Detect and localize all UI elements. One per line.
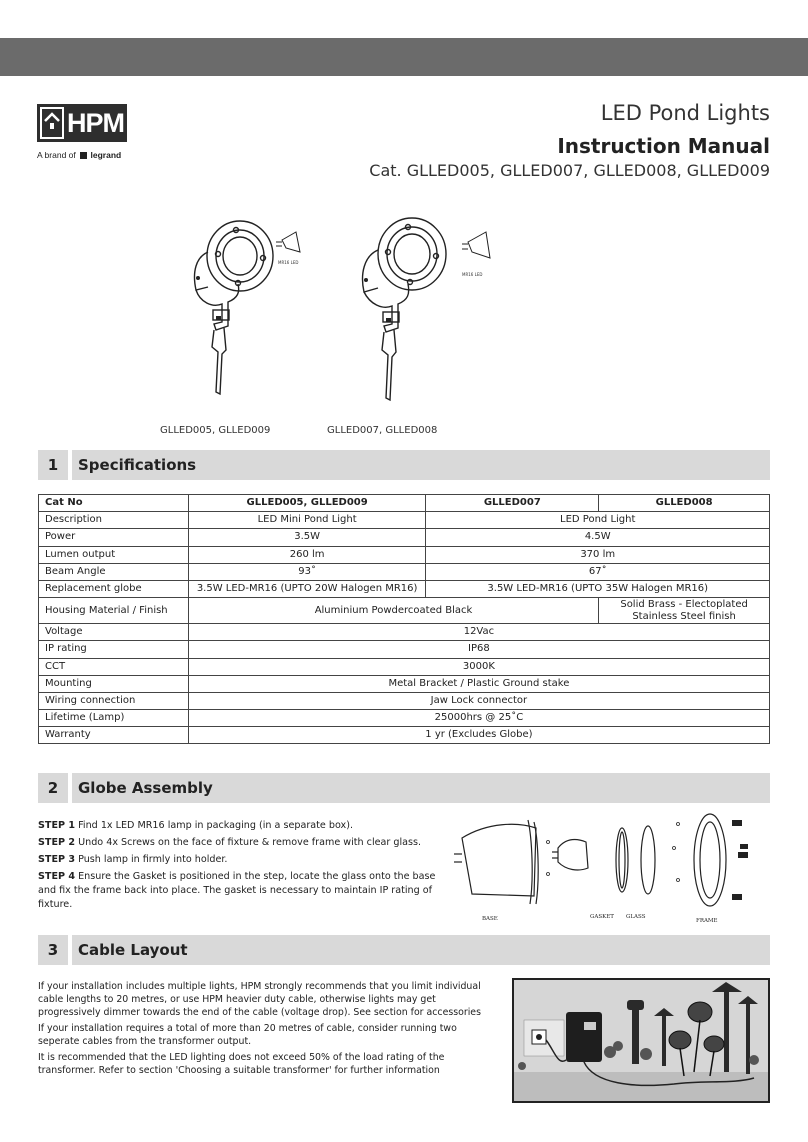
specifications-table: [38, 494, 770, 744]
table-header-cell: Cat No: [39, 495, 189, 512]
table-cell: LED Pond Light: [426, 512, 770, 529]
table-header-row: [39, 495, 770, 512]
step-2: [38, 834, 438, 851]
brand-of-text: A brand of: [37, 150, 76, 160]
table-cell: 93˚: [188, 563, 426, 580]
table-row: [39, 692, 770, 709]
table-header-cell: GLLED008: [599, 495, 770, 512]
table-cell: 3.5W LED-MR16 (UPTO 20W Halogen MR16): [188, 580, 426, 597]
table-header-cell: GLLED005, GLLED009: [188, 495, 426, 512]
cable-paragraph: If your installation requires a total of more than 20 metres of cable, consider running two seperate cables from the transformer output.: [38, 1023, 457, 1047]
housing-finish-line2: Stainless Steel finish: [632, 610, 736, 622]
diagram-label-glass: GLASS: [626, 914, 646, 920]
exploded-assembly-diagram: [448, 808, 770, 926]
house-icon: [37, 104, 67, 142]
table-cell: Jaw Lock connector: [188, 692, 769, 709]
step-label: STEP 4: [38, 871, 76, 882]
table-row: [39, 580, 770, 597]
section-number: 1: [47, 456, 59, 474]
section-divider: [68, 773, 72, 803]
table-row: [39, 546, 770, 563]
diagram-label-gasket: GASKET: [590, 914, 614, 920]
lamp-label-left: MR16 LED: [278, 260, 299, 265]
table-row: [39, 529, 770, 546]
figure-caption-left: GLLED005, GLLED009: [160, 425, 271, 436]
logo-text: HPM: [67, 108, 124, 138]
table-row: [39, 727, 770, 744]
table-cell: Warranty: [39, 727, 189, 744]
step-text: Ensure the Gasket is positioned in the step, locate the glass onto the base and fix the frame back into place. The gasket is necessary to maintain IP rating of fixture.: [38, 871, 436, 910]
table-cell: Voltage: [39, 624, 189, 641]
table-cell: 67˚: [426, 563, 770, 580]
pond-light-illustration: [350, 212, 500, 412]
section-title: Specifications: [78, 456, 197, 474]
table-cell: 3000K: [188, 658, 769, 675]
step-text: Push lamp in firmly into holder.: [75, 854, 228, 865]
lamp-label-right: MR16 LED: [462, 272, 483, 277]
brand-of-line: [37, 150, 121, 160]
page-title: LED Pond Lights: [600, 101, 770, 125]
step-3: [38, 851, 438, 868]
section-divider: [68, 450, 72, 480]
table-cell: Housing Material / Finish: [39, 598, 189, 624]
table-row: [39, 563, 770, 580]
cable-paragraph: If your installation includes multiple lights, HPM strongly recommends that you limit individual cable lengths to 20 metres, or use HPM heavier duty cable, otherwise lights may get progressively dimmer towards the end of the cable (voltage drop). See section for accessories: [38, 981, 481, 1018]
legrand-mark-icon: [80, 152, 87, 159]
section-header-specifications: [38, 450, 770, 480]
table-cell: Replacement globe: [39, 580, 189, 597]
section-title: Globe Assembly: [78, 779, 213, 797]
hpm-logo: [37, 104, 129, 144]
table-cell: 260 lm: [188, 546, 426, 563]
step-1: [38, 817, 438, 834]
table-cell: IP68: [188, 641, 769, 658]
globe-assembly-steps: [38, 817, 438, 912]
table-cell: 3.5W LED-MR16 (UPTO 35W Halogen MR16): [426, 580, 770, 597]
table-cell: Description: [39, 512, 189, 529]
section-number: 2: [47, 779, 59, 797]
table-row: [39, 598, 770, 624]
section-header-cable-layout: [38, 935, 770, 965]
cable-paragraph: It is recommended that the LED lighting does not exceed 50% of the load rating of the transformer. Refer to section 'Choosing a suitable transformer' for further information: [38, 1052, 445, 1076]
diagram-label-frame: FRAME: [696, 918, 718, 924]
table-cell: Mounting: [39, 675, 189, 692]
table-cell: Metal Bracket / Plastic Ground stake: [188, 675, 769, 692]
section-number: 3: [47, 941, 59, 959]
table-cell: Power: [39, 529, 189, 546]
table-row: [39, 675, 770, 692]
catalog-numbers: Cat. GLLED005, GLLED007, GLLED008, GLLED009: [369, 161, 770, 180]
table-row: [39, 624, 770, 641]
housing-finish-line1: Solid Brass - Electoplated: [620, 598, 748, 610]
table-cell: Wiring connection: [39, 692, 189, 709]
table-header-cell: GLLED007: [426, 495, 599, 512]
cable-layout-text: [38, 980, 494, 1080]
table-row: [39, 710, 770, 727]
table-cell: Lumen output: [39, 546, 189, 563]
step-4: [38, 870, 438, 912]
table-cell: LED Mini Pond Light: [188, 512, 426, 529]
table-cell: Aluminium Powdercoated Black: [188, 598, 598, 624]
table-cell: Lifetime (Lamp): [39, 710, 189, 727]
step-label: STEP 3: [38, 854, 76, 865]
table-cell: 3.5W: [188, 529, 426, 546]
table-cell: 12Vac: [188, 624, 769, 641]
table-cell: 1 yr (Excludes Globe): [188, 727, 769, 744]
figure-caption-right: GLLED007, GLLED008: [327, 425, 438, 436]
table-cell: 4.5W: [426, 529, 770, 546]
table-cell: Beam Angle: [39, 563, 189, 580]
diagram-label-base: BASE: [482, 916, 498, 922]
table-row: [39, 658, 770, 675]
table-cell: [599, 598, 770, 624]
top-banner-bar: [0, 38, 808, 76]
table-row: [39, 512, 770, 529]
section-header-globe-assembly: [38, 773, 770, 803]
pond-light-mini-illustration: [178, 212, 318, 412]
section-divider: [68, 935, 72, 965]
garden-scene-drawing: [514, 980, 768, 1101]
legrand-name: legrand: [90, 150, 122, 160]
table-row: [39, 641, 770, 658]
step-text: Undo 4x Screws on the face of fixture & remove frame with clear glass.: [75, 837, 422, 848]
step-label: STEP 2: [38, 837, 76, 848]
table-cell: CCT: [39, 658, 189, 675]
step-label: STEP 1: [38, 820, 76, 831]
section-title: Cable Layout: [78, 941, 188, 959]
table-cell: 25000hrs @ 25˚C: [188, 710, 769, 727]
garden-installation-illustration: [512, 978, 770, 1103]
table-cell: 370 lm: [426, 546, 770, 563]
table-cell: IP rating: [39, 641, 189, 658]
step-text: Find 1x LED MR16 lamp in packaging (in a separate box).: [75, 820, 354, 831]
page-subtitle: Instruction Manual: [557, 134, 770, 158]
